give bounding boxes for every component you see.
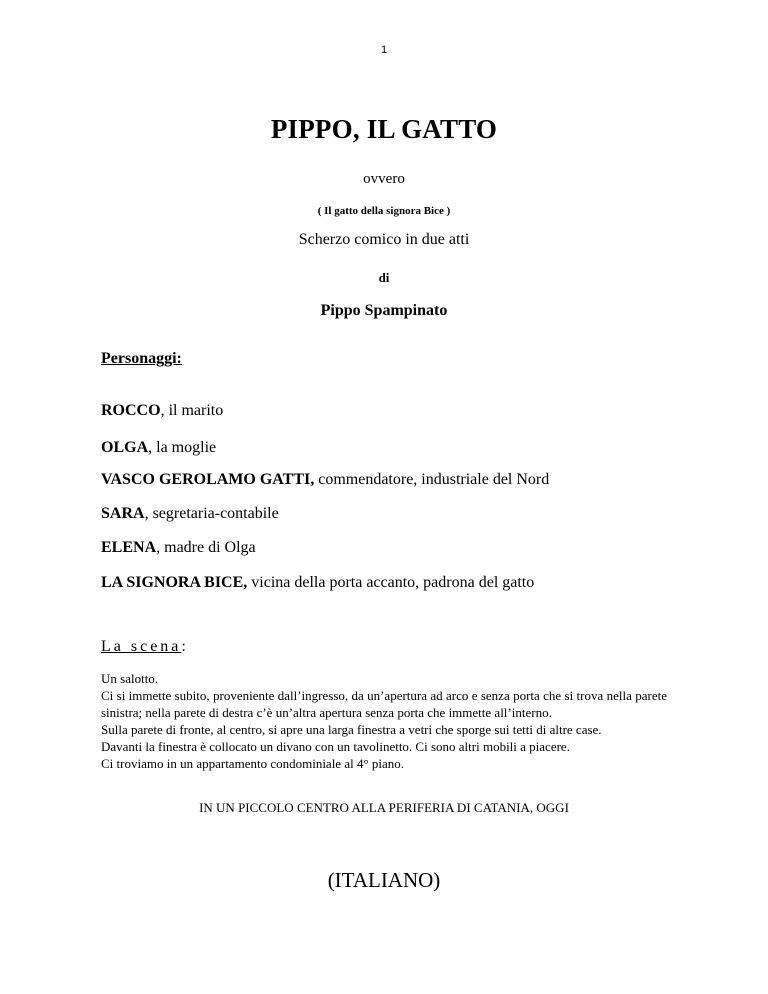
- character-name: LA SIGNORA BICE,: [101, 574, 248, 591]
- play-subtitle: ( Il gatto della signora Bice ): [317, 205, 451, 217]
- character-name: ROCCO: [101, 402, 161, 419]
- character-entry: [101, 505, 279, 523]
- character-description: , segretaria-contabile: [144, 505, 279, 522]
- scene-heading-label: La scena: [101, 638, 182, 655]
- scene-description: [101, 670, 667, 772]
- scene-description-line: Ci si immette subito, proveniente dall’ingresso, da un’apertura ad arco e senza porta che si trova nella parete sinistra; nella parete di destra c’è un’altra apertura senza porta che immette all’interno.: [101, 688, 667, 720]
- character-entry: [101, 471, 549, 489]
- by-label: di: [378, 270, 390, 285]
- scene-description-line: Sulla parete di fronte, al centro, si apre una larga finestra a vetri che sporge sui tetti di altre case.: [101, 722, 602, 737]
- author-name: Pippo Spampinato: [320, 302, 448, 319]
- character-description: , la moglie: [148, 439, 217, 456]
- character-entry: [101, 539, 256, 557]
- character-name: ELENA: [101, 539, 157, 556]
- character-name: SARA: [101, 505, 145, 522]
- page-number: 1: [380, 44, 388, 56]
- characters-heading: Personaggi:: [101, 350, 182, 367]
- character-description: , madre di Olga: [156, 539, 256, 556]
- character-description: vicina della porta accanto, padrona del gatto: [247, 574, 535, 591]
- scene-description-line: Davanti la finestra è collocato un divano con un tavolinetto. Ci sono altri mobili a piacere.: [101, 739, 570, 754]
- scene-location: IN UN PICCOLO CENTRO ALLA PERIFERIA DI CATANIA, OGGI: [199, 800, 569, 815]
- ovvero-label: ovvero: [363, 171, 405, 187]
- character-name: VASCO GEROLAMO GATTI,: [101, 471, 315, 488]
- play-title: PIPPO, IL GATTO: [270, 114, 498, 144]
- character-entry: [101, 439, 216, 457]
- scene-description-line: Un salotto.: [101, 671, 159, 686]
- character-entry: [101, 402, 223, 420]
- character-description: , il marito: [160, 402, 224, 419]
- play-genre: Scherzo comico in due atti: [298, 231, 470, 248]
- scene-heading: [101, 638, 186, 656]
- scene-heading-colon: :: [181, 638, 186, 655]
- character-name: OLGA: [101, 439, 149, 456]
- language-label: (ITALIANO): [327, 868, 441, 892]
- character-entry: [101, 574, 534, 592]
- character-description: commendatore, industriale del Nord: [314, 471, 550, 488]
- scene-description-line: Ci troviamo in un appartamento condominiale al 4° piano.: [101, 756, 405, 771]
